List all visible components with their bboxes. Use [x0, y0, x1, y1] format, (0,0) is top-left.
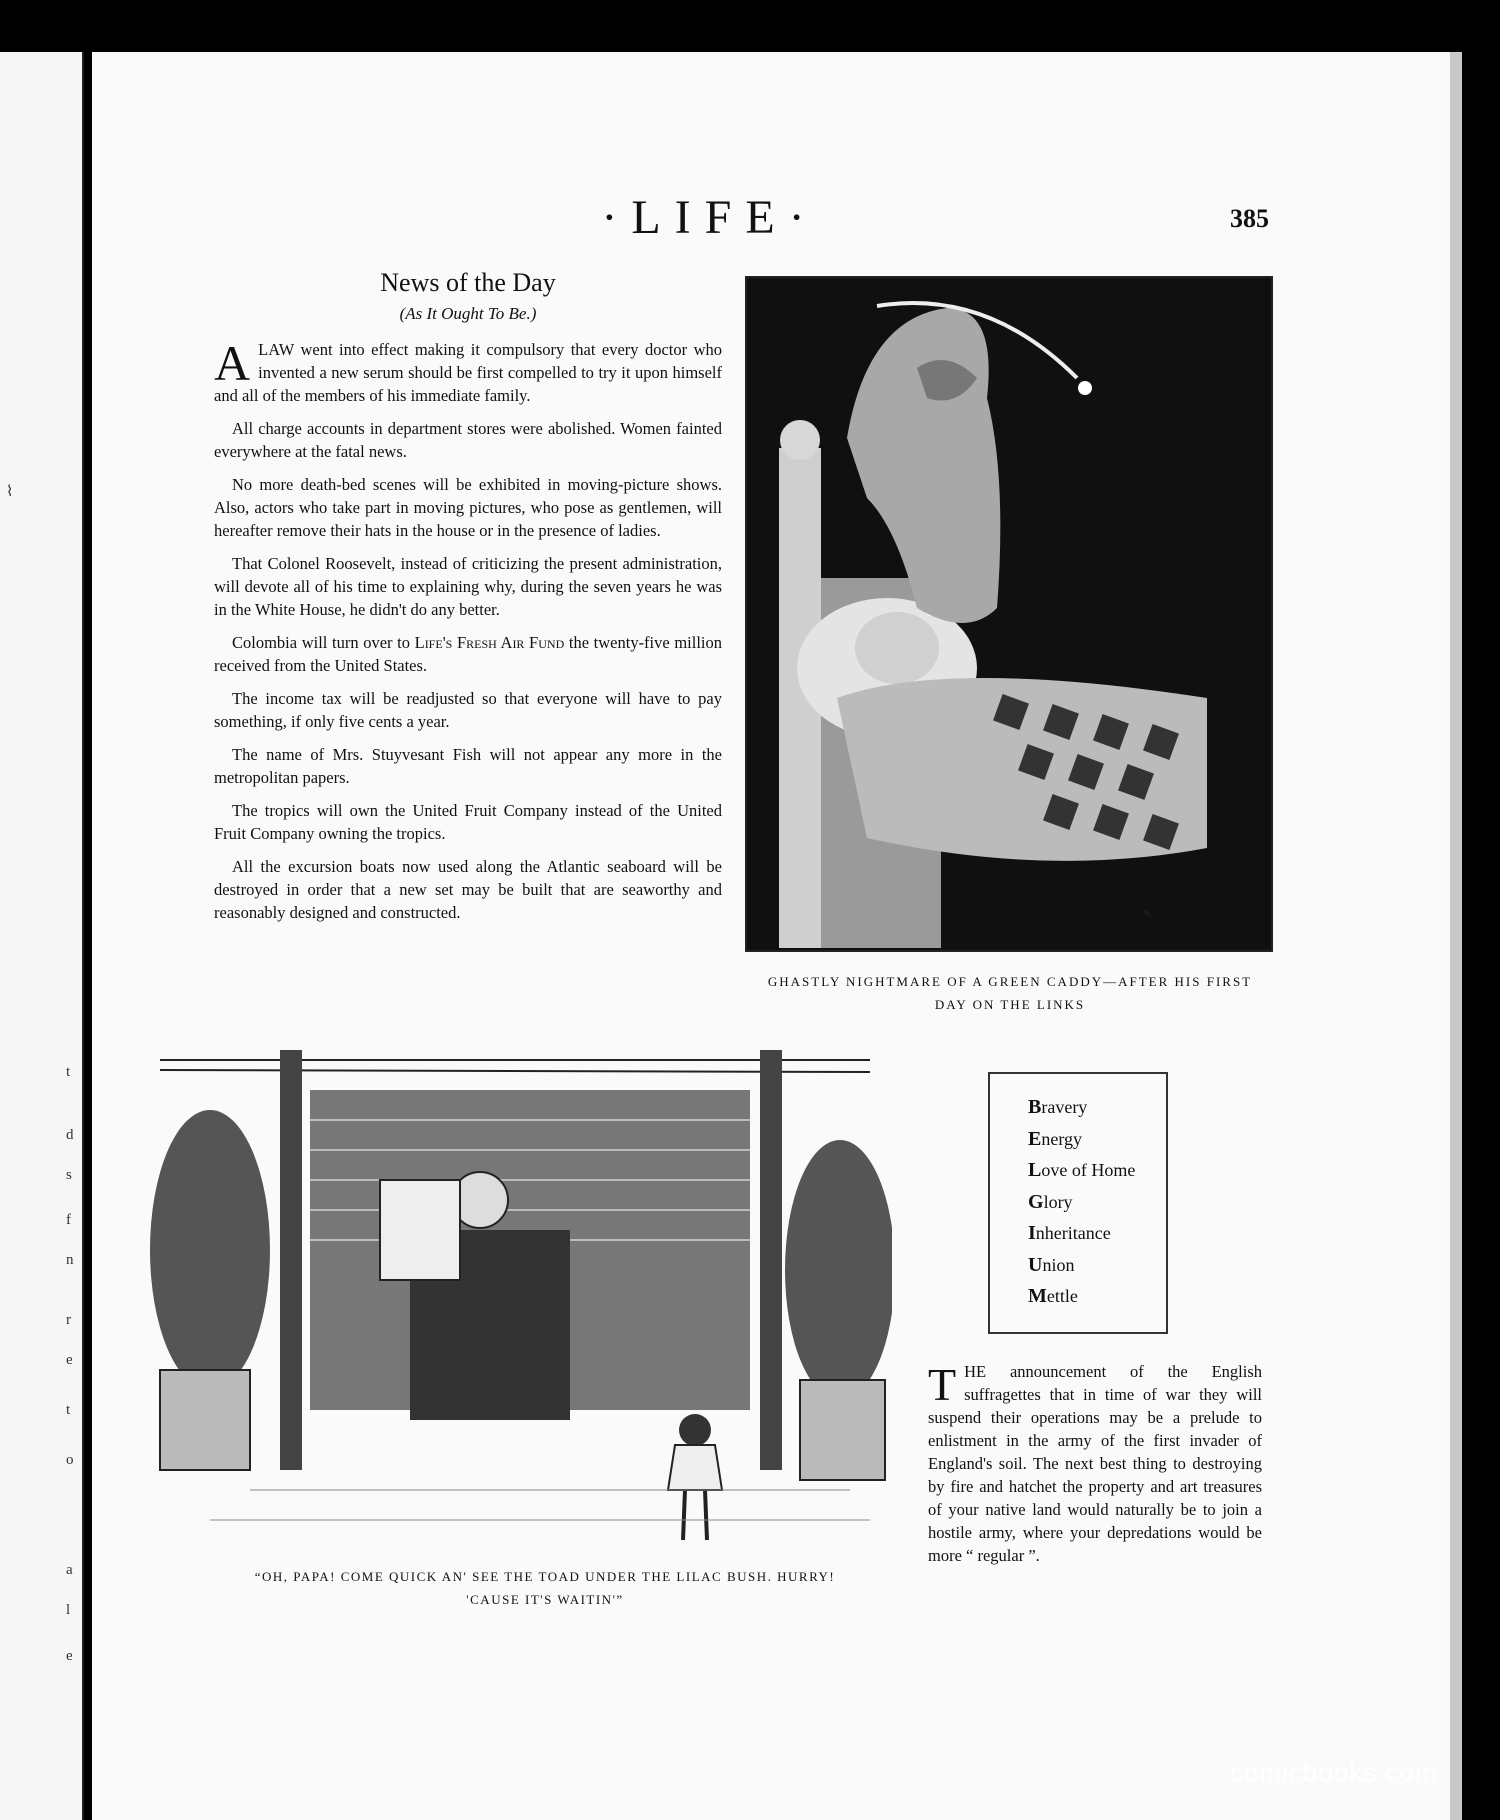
acrostic-rest: nheritance: [1035, 1223, 1111, 1243]
acrostic-initial: L: [1028, 1159, 1042, 1181]
masthead: ·LIFE·: [601, 191, 819, 244]
acrostic-rest: ove of Home: [1041, 1160, 1136, 1180]
article-paragraph: The tropics will own the United Fruit Company instead of the United Fruit Company owning the tropics.: [214, 801, 722, 843]
acrostic-rest: ravery: [1041, 1097, 1088, 1117]
paragraph-text: LAW went into effect making it compulsory that every doctor who invented a new serum should be first compelled to try it upon himself and all of the members of his immediate family.: [214, 340, 722, 405]
caption-line: DAY ON THE LINKS: [934, 997, 1086, 1012]
acrostic-initial: E: [1028, 1127, 1042, 1150]
article-paragraph: The income tax will be readjusted so that everyone will have to pay something, if only five cents a year.: [214, 689, 722, 731]
nightmare-illustration: [745, 276, 1273, 952]
caption-line: “OH, PAPA! COME QUICK AN' SEE THE TOAD UNDER THE LILAC BUSH. HURRY!: [254, 1569, 836, 1584]
adjacent-page-fragment: f: [66, 1212, 71, 1228]
porch-caption: [200, 1565, 890, 1611]
adjacent-page-fragment: ⌇: [6, 484, 14, 500]
acrostic-line: [1028, 1218, 1166, 1250]
acrostic-line: [1028, 1250, 1166, 1282]
acrostic-rest: nergy: [1041, 1128, 1083, 1149]
news-article: [214, 268, 722, 934]
porch-drawing: [150, 1050, 892, 1550]
drop-cap: T: [928, 1359, 957, 1410]
paragraph-text: the twenty-five million received from the United States.: [214, 633, 723, 675]
paragraph-text: Colombia will turn over to: [232, 633, 415, 652]
adjacent-page-fragment: t: [66, 1064, 71, 1080]
fund-name: Life's Fresh Air Fund: [414, 633, 565, 652]
belgium-acrostic-box: [988, 1072, 1168, 1334]
acrostic-rest: lory: [1043, 1191, 1073, 1212]
adjacent-page-fragment: d: [66, 1127, 74, 1143]
artist-signature: ✎: [1142, 907, 1153, 921]
adjacent-page-fragment: e: [66, 1648, 73, 1664]
adjacent-page-fragment: e: [66, 1352, 73, 1368]
article-paragraph: [214, 631, 722, 677]
acrostic-initial: G: [1028, 1190, 1044, 1213]
acrostic-initial: M: [1028, 1285, 1047, 1307]
nightmare-drawing: [747, 278, 1271, 950]
adjacent-page-fragment: a: [66, 1562, 73, 1578]
acrostic-initial: U: [1028, 1253, 1043, 1276]
adjacent-page-fragment: r: [66, 1312, 71, 1328]
page-edge: [1450, 52, 1462, 1820]
acrostic-rest: nion: [1042, 1254, 1075, 1275]
adjacent-page-fragment: t: [66, 1402, 71, 1418]
adjacent-page-fragment: l: [66, 1602, 71, 1618]
article-paragraph: No more death-bed scenes will be exhibited in moving-picture shows. Also, actors who take part in moving pictures, who pose as gentlemen, will hereafter remove their hats in the house or in the presence of ladies.: [214, 475, 722, 540]
paragraph-text: HE announcement of the English suffragettes that in time of war they will suspend their operations may be a prelude to enlistment in the army of the first invader of England's soil. The next best thing to destroying by fire and hatchet the property and art treasures of your native land would naturally be to join a hostile army, where your depredations would be more “ regular ”.: [928, 1362, 1262, 1565]
acrostic-line: [1028, 1092, 1166, 1124]
porch-illustration: [150, 1050, 892, 1550]
adjacent-page-fragment: s: [66, 1167, 72, 1183]
article-paragraph: All the excursion boats now used along the Atlantic seaboard will be destroyed in order that a new set may be built that are seaworthy and reasonably designed and constructed.: [214, 857, 722, 922]
acrostic-line: [1028, 1155, 1166, 1187]
acrostic-line: [1028, 1124, 1166, 1156]
caption-line: 'CAUSE IT'S WAITIN'”: [466, 1592, 624, 1607]
acrostic-line: [1028, 1187, 1166, 1219]
article-title: News of the Day: [380, 268, 556, 297]
adjacent-page-fragment: o: [66, 1452, 74, 1468]
drop-cap: A: [214, 335, 251, 391]
adjacent-page-sliver: [0, 52, 84, 1820]
suffragettes-paragraph: [928, 1360, 1262, 1567]
site-watermark: comicbooks.com: [1230, 1757, 1438, 1787]
acrostic-initial: B: [1028, 1096, 1042, 1118]
acrostic-line: [1028, 1281, 1166, 1313]
adjacent-page-fragment: n: [66, 1252, 74, 1268]
acrostic-initial: I: [1028, 1222, 1036, 1244]
page-number: 385: [1230, 204, 1269, 233]
article-paragraph: That Colonel Roosevelt, instead of criticizing the present administration, will devote all of his time to explaining why, during the seven years he was in the White House, he didn't do any better.: [214, 554, 722, 619]
acrostic-rest: ettle: [1046, 1286, 1078, 1306]
nightmare-caption: [745, 970, 1275, 1016]
article-paragraph: The name of Mrs. Stuyvesant Fish will not appear any more in the metropolitan papers.: [214, 745, 722, 787]
article-subtitle: (As It Ought To Be.): [399, 304, 537, 323]
caption-line: GHASTLY NIGHTMARE OF A GREEN CADDY—AFTER HIS FIRST: [767, 974, 1253, 989]
article-paragraph: [214, 335, 722, 407]
article-paragraph: All charge accounts in department stores were abolished. Women fainted everywhere at the fatal news.: [214, 419, 722, 461]
